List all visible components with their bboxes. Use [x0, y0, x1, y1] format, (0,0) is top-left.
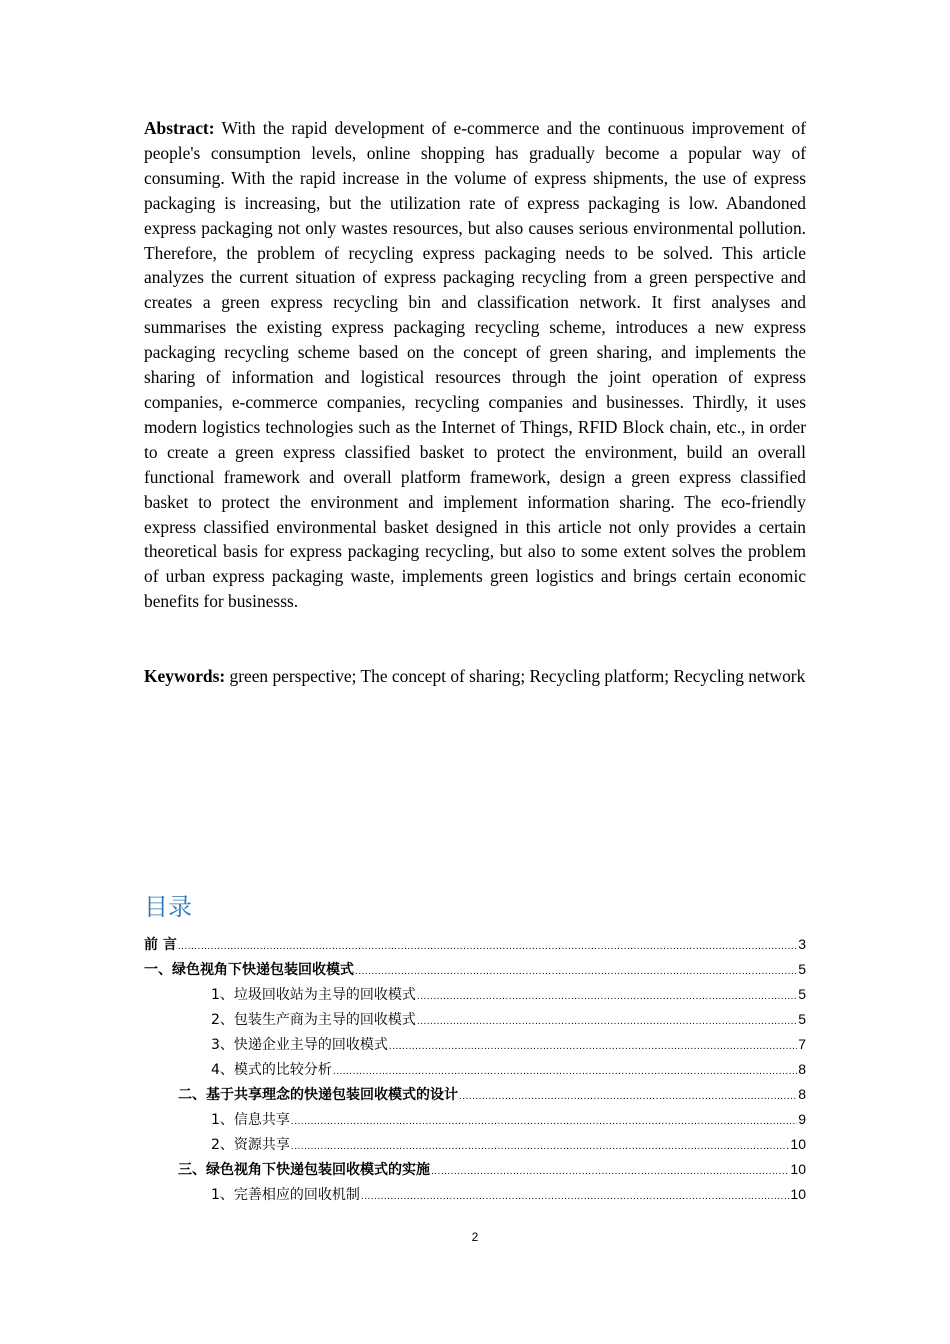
toc-entry-label: 3、快递企业主导的回收模式	[211, 1037, 388, 1053]
keywords-label: Keywords:	[144, 666, 226, 686]
toc-title: 目录	[144, 893, 192, 921]
toc-entry-label: 三、绿色视角下快递包装回收模式的实施	[178, 1162, 430, 1178]
toc-entry-label: 4、模式的比较分析	[211, 1062, 332, 1078]
toc-entry[interactable]	[144, 1059, 806, 1084]
toc-entry-label: 一、绿色视角下快递包装回收模式	[144, 962, 354, 978]
abstract-text: With the rapid development of e-commerce and the continuous improvement of people's consumption levels, online shopping has gradually become a popular way of consuming. With the rapid increase in the volume of express shipments, the use of express packaging is increasing, but the utilization rate of express packaging is low. Abandoned express packaging not only wastes resources, but also causes serious environmental pollution. Therefore, the problem of recycling express packaging needs to be solved. This article analyzes the current situation of express packaging recycling from a green perspective and creates a green express recycling bin and classification network. It first analyses and summarises the existing express packaging recycling scheme, introduces a new express packaging recycling scheme based on the concept of green sharing, and implements the sharing of information and logistical resources through the joint operation of express companies, e-commerce companies, recycling companies and businesses. Thirdly, it uses modern logistics technologies such as the Internet of Things, RFID Block chain, etc., in order to create a green express classified basket to protect the environment, build an overall functional framework and overall platform framework, design a green express classified basket to protect the environment and implement information sharing. The eco-friendly express classified environmental basket designed in this article not only provides a certain theoretical basis for express packaging recycling, but also to some extent solves the problem of urban express packaging waste, implements green logistics and brings certain economic benefits for businesss.	[144, 118, 806, 612]
toc-entry[interactable]	[144, 1034, 806, 1059]
toc-entry-page: 3	[798, 936, 806, 952]
toc-entry-page: 5	[798, 961, 806, 977]
toc-leader-dots	[417, 991, 797, 1002]
keywords-text: green perspective; The concept of sharing; Recycling platform; Recycling network	[225, 666, 806, 686]
toc-leader-dots	[291, 1141, 790, 1152]
toc-entry-label: 1、信息共享	[211, 1112, 290, 1128]
toc-leader-dots	[431, 1166, 789, 1177]
toc-leader-dots	[333, 1066, 797, 1077]
toc-entry[interactable]	[144, 1184, 806, 1209]
toc-entry[interactable]	[144, 984, 806, 1009]
page-number: 2	[471, 1230, 479, 1244]
toc-leader-dots	[459, 1091, 797, 1102]
toc-entry[interactable]	[144, 1159, 806, 1184]
toc-entry-page: 8	[798, 1061, 806, 1077]
toc-entry[interactable]	[144, 959, 806, 984]
toc-leader-dots	[361, 1191, 790, 1202]
toc-entry-label: 1、完善相应的回收机制	[211, 1187, 360, 1203]
toc-entry-page: 7	[798, 1036, 806, 1052]
toc-leader-dots	[178, 941, 797, 952]
toc-leader-dots	[389, 1041, 797, 1052]
toc-entry-page: 10	[790, 1186, 806, 1202]
toc-entry-label: 1、垃圾回收站为主导的回收模式	[211, 987, 416, 1003]
table-of-contents	[144, 934, 806, 1209]
toc-entry-page: 5	[798, 986, 806, 1002]
toc-leader-dots	[291, 1116, 797, 1127]
toc-entry[interactable]	[144, 934, 806, 959]
toc-entry[interactable]	[144, 1009, 806, 1034]
toc-entry-page: 8	[798, 1086, 806, 1102]
toc-entry-page: 10	[790, 1136, 806, 1152]
toc-entry[interactable]	[144, 1109, 806, 1134]
abstract-paragraph	[144, 116, 806, 614]
keywords-paragraph	[144, 664, 806, 689]
toc-entry-label: 2、资源共享	[211, 1137, 290, 1153]
toc-entry-page: 5	[798, 1011, 806, 1027]
toc-entry-page: 9	[798, 1111, 806, 1127]
toc-entry-label: 二、基于共享理念的快递包装回收模式的设计	[178, 1087, 458, 1103]
toc-entry-label: 前 言	[144, 937, 177, 953]
toc-entry[interactable]	[144, 1134, 806, 1159]
toc-entry-page: 10	[790, 1161, 806, 1177]
toc-leader-dots	[417, 1016, 797, 1027]
toc-leader-dots	[355, 966, 797, 977]
toc-entry-label: 2、包装生产商为主导的回收模式	[211, 1012, 416, 1028]
abstract-label: Abstract:	[144, 118, 215, 138]
toc-entry[interactable]	[144, 1084, 806, 1109]
